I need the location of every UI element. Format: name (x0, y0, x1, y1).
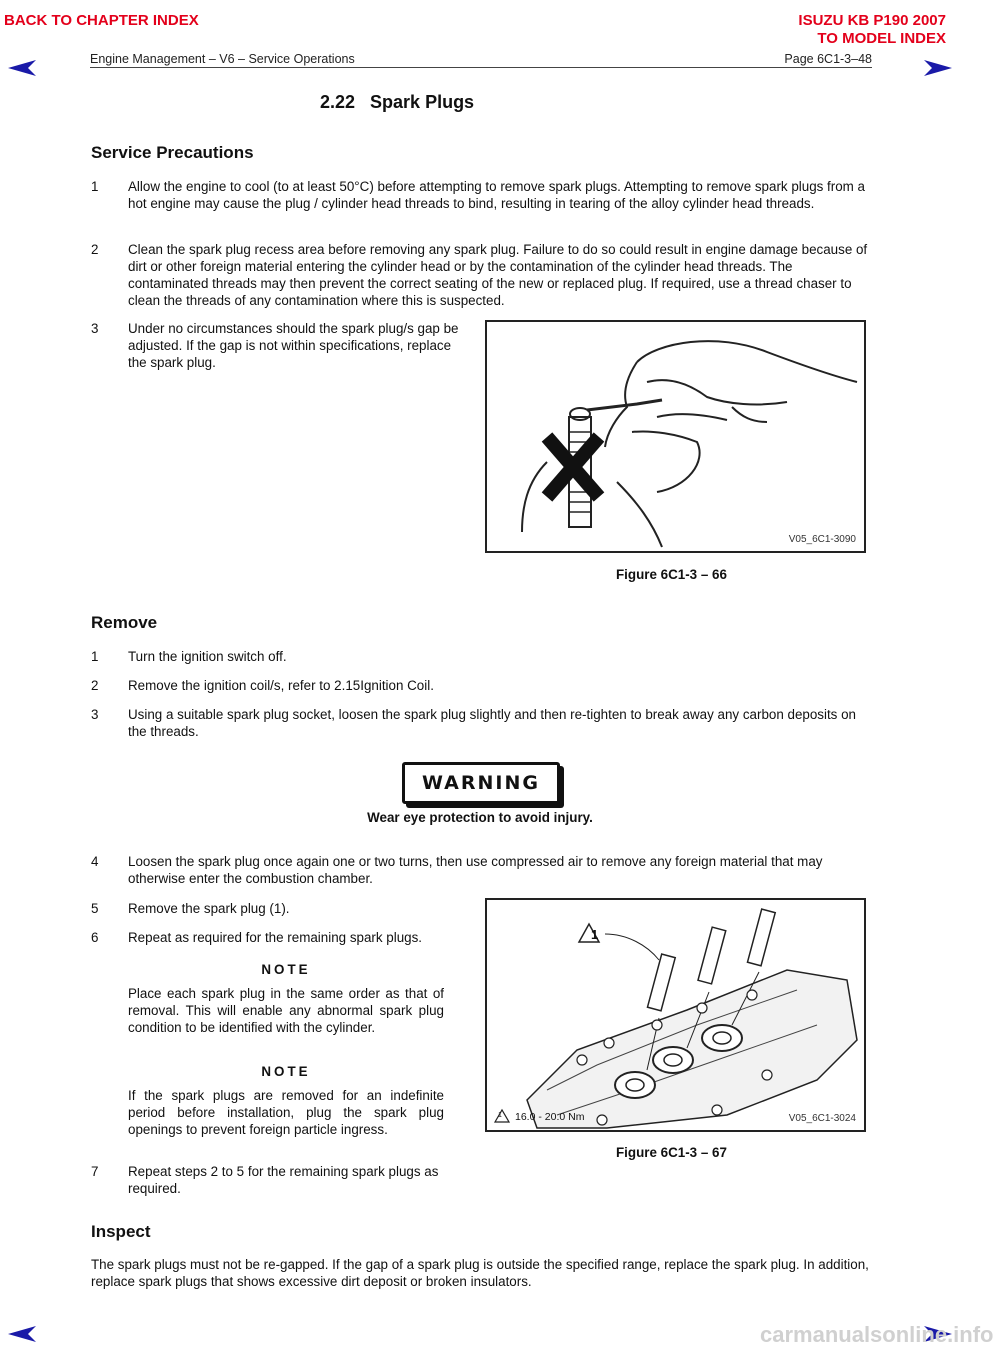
remove-3-num: 3 (91, 707, 99, 722)
precaution-3-num: 3 (91, 321, 99, 336)
precaution-1-num: 1 (91, 179, 99, 194)
header-right: Page 6C1-3–48 (784, 52, 872, 66)
hand-spark-plug-illustration (487, 322, 864, 551)
remove-7-num: 7 (91, 1164, 99, 1179)
remove-1-num: 1 (91, 649, 99, 664)
precaution-1-text: Allow the engine to cool (to at least 50°C) before attempting to remove spark plugs. Attempting to remove spark plugs from a hot engine may cause the plug / cylinder head threads to bind, resulting in tearing of the alloy cylinder head threads. (128, 179, 866, 211)
precaution-3-text: Under no circumstances should the spark plug/s gap be adjusted. If the gap is not within specifications, replace the spark plug. (128, 321, 459, 370)
figure-67-torque-num: 1 (498, 1112, 502, 1119)
next-page-arrow-icon[interactable] (922, 58, 954, 78)
remove-3-text: Using a suitable spark plug socket, loosen the spark plug slightly and then re-tighten to break away any carbon deposits on the threads. (128, 707, 856, 739)
figure-67-spark-plug-removal (485, 898, 866, 1132)
warning-text: Wear eye protection to avoid injury. (367, 810, 593, 825)
remove-5-num: 5 (91, 901, 99, 916)
remove-5-text: Remove the spark plug (1). (128, 901, 290, 916)
watermark: carmanualsonline.info (760, 1322, 994, 1347)
note-2-heading: NOTE (261, 1064, 311, 1079)
remove-6-text: Repeat as required for the remaining spark plugs. (128, 930, 423, 945)
note-2-text: If the spark plugs are removed for an indefinite period before installation, plug the spark plug openings to prevent foreign particle ingress. (128, 1088, 444, 1137)
model-line-1: ISUZU KB P190 2007 (798, 12, 946, 29)
note-1-text: Place each spark plug in the same order as that of removal. This will enable any abnormal spark plug condition to be identified with the cylinder. (128, 986, 444, 1035)
model-index-link[interactable] (798, 12, 946, 48)
remove-4-num: 4 (91, 854, 99, 869)
remove-4-text: Loosen the spark plug once again one or two turns, then use compressed air to remove any foreign material that may otherwise enter the combustion chamber. (128, 854, 823, 886)
precaution-2-num: 2 (91, 242, 99, 257)
remove-6-num: 6 (91, 930, 99, 945)
precautions-heading: Service Precautions (91, 143, 254, 162)
back-to-chapter-link[interactable]: BACK TO CHAPTER INDEX (4, 12, 199, 29)
precaution-2-text: Clean the spark plug recess area before removing any spark plug. Failure to do so could result in engine damage because of dirt or other foreign material entering the cylinder head or by the contamination of the cylinder head threads. The contaminated threads may then prevent the correct seating of the new or replaced plug. If required, use a thread chaser to clean the threads of any contamination where this is suspected. (128, 242, 868, 308)
header-left: Engine Management – V6 – Service Operations (90, 52, 355, 66)
model-line-2: TO MODEL INDEX (817, 30, 946, 47)
figure-66-spark-plug-gap (485, 320, 866, 553)
figure-67-callout: 1 (591, 927, 599, 942)
prev-page-arrow-bottom-icon[interactable] (6, 1324, 38, 1344)
figure-67-code: V05_6C1-3024 (788, 1113, 856, 1124)
cylinder-head-illustration (487, 900, 864, 1130)
remove-heading: Remove (91, 613, 158, 632)
inspect-heading: Inspect (91, 1222, 151, 1241)
note-1-heading: NOTE (261, 962, 311, 977)
remove-7-text: Repeat steps 2 to 5 for the remaining spark plugs as required. (128, 1164, 439, 1196)
figure-67-caption: Figure 6C1-3 – 67 (616, 1145, 727, 1160)
section-title: 2.22 Spark Plugs (320, 92, 475, 112)
remove-2-num: 2 (91, 678, 99, 693)
warning-badge: WARNING (402, 762, 560, 804)
figure-66-code: V05_6C1-3090 (788, 534, 856, 545)
figure-66-caption: Figure 6C1-3 – 66 (616, 567, 727, 582)
remove-2-text: Remove the ignition coil/s, refer to 2.15Ignition Coil. (128, 678, 434, 693)
header-rule (90, 67, 872, 68)
figure-67-torque: 16.0 - 20.0 Nm (515, 1111, 585, 1123)
prev-page-arrow-icon[interactable] (6, 58, 38, 78)
inspect-text: The spark plugs must not be re-gapped. If the gap of a spark plug is outside the specified range, replace the spark plug. In addition, replace spark plugs that shows excessive dirt deposit or broken insulators. (91, 1257, 869, 1289)
remove-1-text: Turn the ignition switch off. (128, 649, 287, 664)
